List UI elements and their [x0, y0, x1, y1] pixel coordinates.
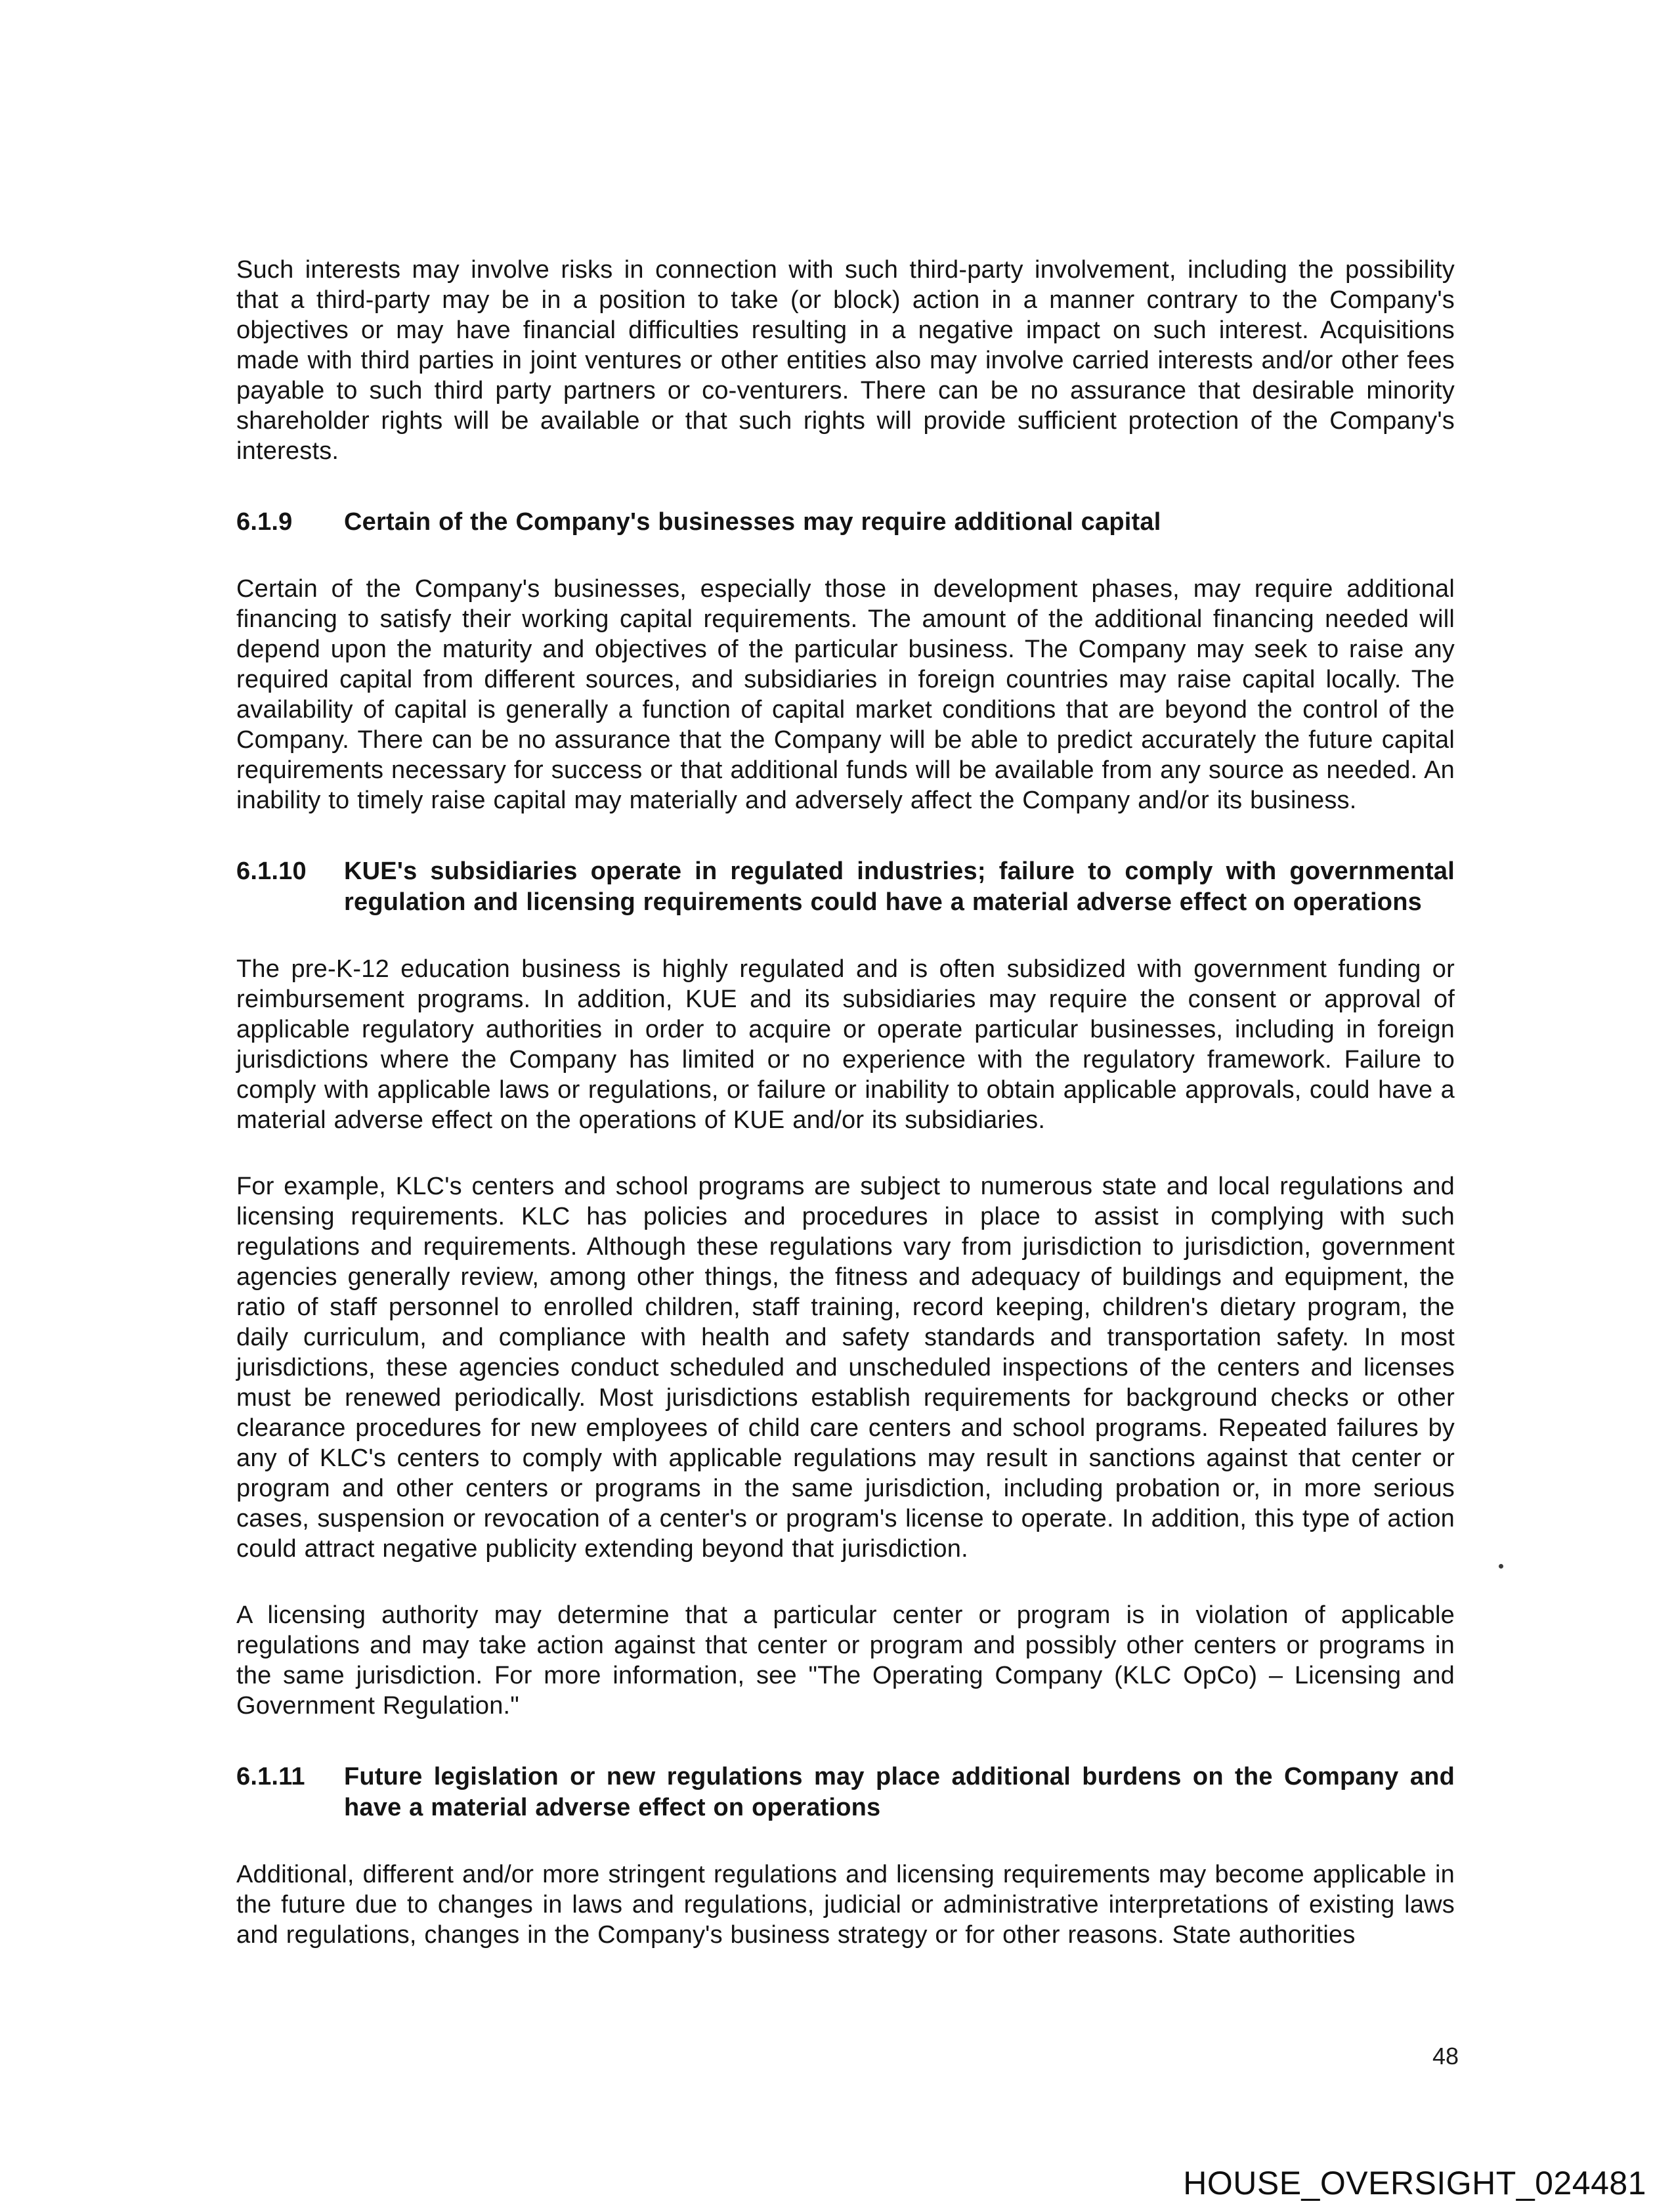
section-number-6-1-10: 6.1.10 — [236, 857, 307, 885]
section-heading-6-1-9 — [236, 507, 1455, 538]
section-number-6-1-11: 6.1.11 — [236, 1763, 305, 1790]
section-title-6-1-9: Certain of the Company's businesses may require additional capital — [344, 508, 1161, 536]
paragraph-prek12-regulated: The pre-K-12 education business is highly regulated and is often subsidized with government funding or reimbursement programs. In addition, KUE and its subsidiaries may require the consent or approval of applicable regulatory authorities in order to acquire or operate particular businesses, including in foreign jurisdictions where the Company has limited or no experience with the regulatory framework. Failure to comply with applicable laws or regulations, or failure or inability to obtain applicable approvals, could have a material adverse effect on the operations of KUE and/or its subsidiaries. — [236, 955, 1455, 1134]
section-title-6-1-10: KUE's subsidiaries operate in regulated industries; failure to comply with governmental regulation and licensing requirements could have a material adverse effect on operations — [344, 857, 1455, 916]
bates-stamp: HOUSE_OVERSIGHT_024481 — [1183, 2165, 1646, 2201]
page-number: 48 — [1432, 2043, 1459, 2070]
paragraph-licensing-authority: A licensing authority may determine that a particular center or program is in violation of applicable regulations and may take action against that center or program and possibly other centers or programs in the same jurisdiction. For more information, see "The Operating Company (KLC OpCo) – Licensing and Government Regulation." — [236, 1601, 1455, 1720]
paragraph-klc-centers-regulations: For example, KLC's centers and school programs are subject to numerous state and local regulations and licensing requirements. KLC has policies and procedures in place to assist in complying with such regulations and requirements. Although these regulations vary from jurisdiction to jurisdiction, government agencies generally review, among other things, the fitness and adequacy of buildings and equipment, the ratio of staff personnel to enrolled children, staff training, record keeping, children's dietary program, the daily curriculum, and compliance with health and safety standards and transportation safety. In most jurisdictions, these agencies conduct scheduled and unscheduled inspections of the centers and licenses must be renewed periodically. Most jurisdictions establish requirements for background checks or other clearance procedures for new employees of child care centers and school programs. Repeated failures by any of KLC's centers to comply with applicable regulations may result in sanctions against that center or program and other centers or programs in the same jurisdiction, including probation or, in more serious cases, suspension or revocation of a center's or program's license to operate. In addition, this type of action could attract negative publicity extending beyond that jurisdiction. — [236, 1173, 1455, 1563]
section-number-6-1-9: 6.1.9 — [236, 508, 293, 536]
paragraph-third-party-risks: Such interests may involve risks in connection with such third-party involvement, including the possibility that a third-party may be in a position to take (or block) action in a manner contrary to the Company's objectives or may have financial difficulties resulting in a negative impact on such interest. Acquisitions made with third parties in joint ventures or other entities also may involve carried interests and/or other fees payable to such third party partners or co-venturers. There can be no assurance that desirable minority shareholder rights will be available or that such rights will provide sufficient protection of the Company's interests. — [236, 256, 1455, 465]
section-title-6-1-11: Future legislation or new regulations may place additional burdens on the Company and have a material adverse effect on operations — [344, 1763, 1455, 1821]
scan-artifact-dot — [1499, 1564, 1503, 1569]
paragraph-additional-capital: Certain of the Company's businesses, especially those in development phases, may require additional financing to satisfy their working capital requirements. The amount of the additional financing needed will depend upon the maturity and objectives of the particular business. The Company may seek to raise any required capital from different sources, and subsidiaries in foreign countries may raise capital locally. The availability of capital is generally a function of capital market conditions that are beyond the control of the Company. There can be no assurance that the Company will be able to predict accurately the future capital requirements necessary for success or that additional funds will be available from any source as needed. An inability to timely raise capital may materially and adversely affect the Company and/or its business. — [236, 575, 1455, 814]
paragraph-future-legislation: Additional, different and/or more stringent regulations and licensing requirements may become applicable in the future due to changes in laws and regulations, judicial or administrative interpretations of existing laws and regulations, changes in the Company's business strategy or for other reasons. State authorities — [236, 1861, 1455, 1949]
page-content — [236, 255, 1455, 1986]
section-heading-6-1-11 — [236, 1762, 1455, 1823]
section-heading-6-1-10 — [236, 856, 1455, 918]
